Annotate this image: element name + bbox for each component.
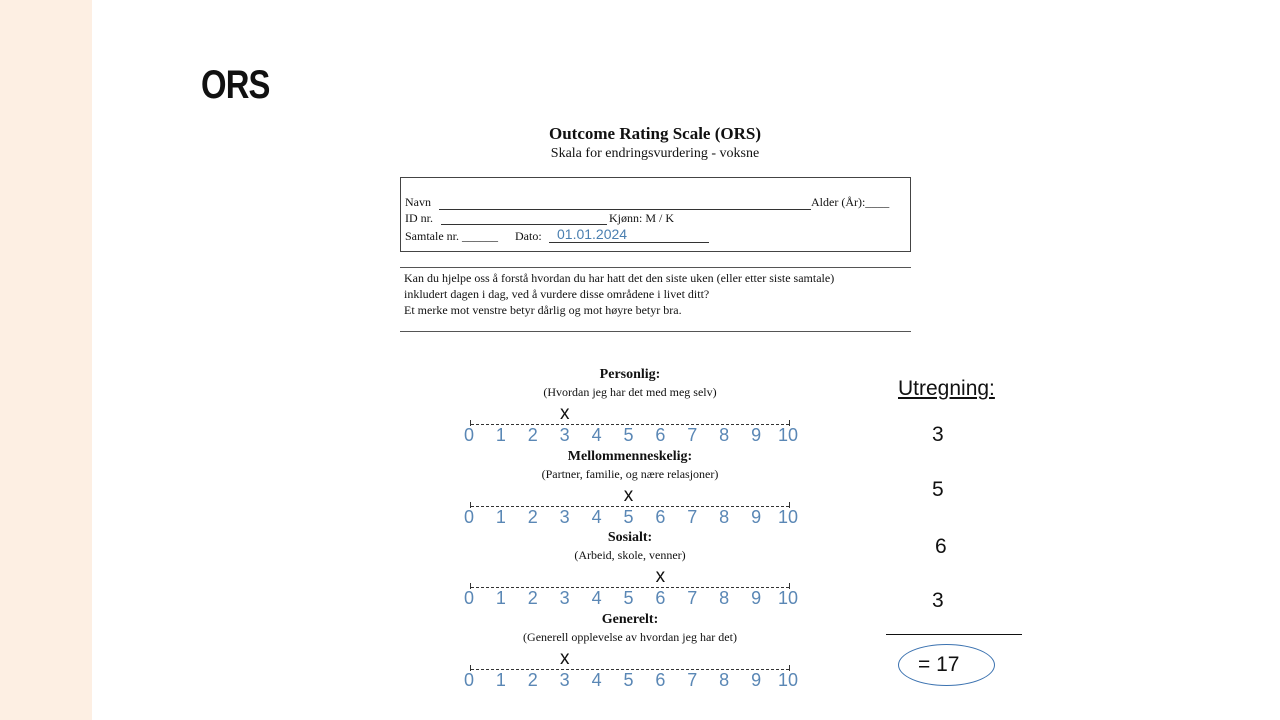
scale-number: 4 bbox=[591, 588, 602, 608]
session-label: Samtale nr. ______ bbox=[405, 229, 498, 243]
slide-title: ORS bbox=[201, 63, 270, 107]
gender-label: Kjønn: M / K bbox=[609, 211, 675, 225]
scale-number: 10 bbox=[777, 507, 799, 527]
scale-number: 7 bbox=[687, 670, 698, 690]
rating-mark: x bbox=[559, 403, 570, 424]
scale-number: 0 bbox=[463, 425, 475, 445]
rating-mark: x bbox=[623, 485, 634, 506]
name-label: Navn bbox=[405, 195, 431, 209]
calc-value: 3 bbox=[932, 589, 944, 612]
side-accent-strip bbox=[0, 0, 92, 720]
date-line[interactable] bbox=[549, 242, 709, 243]
divider bbox=[400, 267, 911, 268]
rating-mark: x bbox=[655, 566, 666, 587]
scale-number: 10 bbox=[777, 425, 799, 445]
scale-number: 9 bbox=[751, 670, 762, 690]
scale-number: 0 bbox=[463, 588, 475, 608]
scale-number: 6 bbox=[655, 425, 666, 445]
form-title: Outcome Rating Scale (ORS) bbox=[548, 124, 761, 143]
scale-number: 8 bbox=[719, 425, 730, 445]
scale-number: 9 bbox=[751, 588, 762, 608]
scale-number: 3 bbox=[559, 670, 570, 690]
scale-number: 4 bbox=[591, 670, 602, 690]
scale-number: 9 bbox=[751, 425, 762, 445]
scale-number: 7 bbox=[687, 507, 698, 527]
id-line[interactable] bbox=[441, 224, 607, 225]
scale-number: 1 bbox=[495, 588, 506, 608]
scale-subtitle: (Arbeid, skole, venner) bbox=[574, 548, 686, 562]
instruction-line: inkludert dagen i dag, ved å vurdere disse områdene i livet ditt? bbox=[404, 287, 710, 301]
scale-number: 2 bbox=[527, 425, 538, 445]
calc-value: 6 bbox=[935, 535, 947, 558]
date-value: 01.01.2024 bbox=[557, 226, 628, 242]
scale-subtitle: (Partner, familie, og nære relasjoner) bbox=[541, 467, 719, 481]
scale-number: 4 bbox=[591, 507, 602, 527]
form-subtitle: Skala for endringsvurdering - voksne bbox=[550, 146, 760, 161]
scale-number: 0 bbox=[463, 670, 475, 690]
scale-number: 10 bbox=[777, 588, 799, 608]
scale-number: 0 bbox=[463, 507, 475, 527]
rating-mark: x bbox=[559, 648, 570, 669]
scale-number: 8 bbox=[719, 507, 730, 527]
scale-subtitle: (Hvordan jeg har det med meg selv) bbox=[543, 385, 717, 399]
calc-value: 3 bbox=[932, 423, 944, 446]
scale-number: 3 bbox=[559, 588, 570, 608]
scale-subtitle: (Generell opplevelse av hvordan jeg har det) bbox=[523, 630, 737, 644]
divider bbox=[400, 331, 911, 332]
scale-title: Generelt: bbox=[601, 612, 659, 627]
scale-number: 3 bbox=[559, 425, 570, 445]
calc-value: 5 bbox=[932, 478, 944, 501]
scale-number: 5 bbox=[623, 425, 634, 445]
scale-number: 1 bbox=[495, 670, 506, 690]
sum-line bbox=[886, 634, 1022, 635]
scale-number: 10 bbox=[777, 670, 799, 690]
scale-number: 7 bbox=[687, 588, 698, 608]
scale-number: 5 bbox=[623, 507, 634, 527]
scale-number: 9 bbox=[751, 507, 762, 527]
scale-number: 2 bbox=[527, 670, 538, 690]
calc-total: = 17 bbox=[918, 653, 960, 676]
scale-number: 1 bbox=[495, 425, 506, 445]
scale-number: 7 bbox=[687, 425, 698, 445]
calculation-heading: Utregning: bbox=[898, 377, 995, 400]
instruction-line: Et merke mot venstre betyr dårlig og mot høyre betyr bra. bbox=[404, 303, 682, 317]
instruction-line: Kan du hjelpe oss å forstå hvordan du har hatt det den siste uken (eller etter siste samtale) bbox=[404, 271, 835, 285]
form-header-box bbox=[400, 177, 911, 252]
scale-number: 8 bbox=[719, 588, 730, 608]
scale-number: 4 bbox=[591, 425, 602, 445]
scale-number: 5 bbox=[623, 588, 634, 608]
scale-title: Personlig: bbox=[599, 367, 661, 382]
age-label: Alder (År):____ bbox=[811, 195, 890, 209]
id-label: ID nr. bbox=[405, 211, 433, 225]
scale-number: 3 bbox=[559, 507, 570, 527]
scale-number: 8 bbox=[719, 670, 730, 690]
scale-number: 6 bbox=[655, 588, 666, 608]
name-line[interactable] bbox=[439, 209, 811, 210]
scale-number: 6 bbox=[655, 507, 666, 527]
scale-number: 1 bbox=[495, 507, 506, 527]
scale-title: Sosialt: bbox=[607, 530, 653, 545]
date-label: Dato: bbox=[515, 229, 542, 243]
scale-number: 2 bbox=[527, 507, 538, 527]
scale-number: 6 bbox=[655, 670, 666, 690]
scale-number: 5 bbox=[623, 670, 634, 690]
scale-title: Mellommenneskelig: bbox=[567, 449, 693, 464]
scale-number: 2 bbox=[527, 588, 538, 608]
